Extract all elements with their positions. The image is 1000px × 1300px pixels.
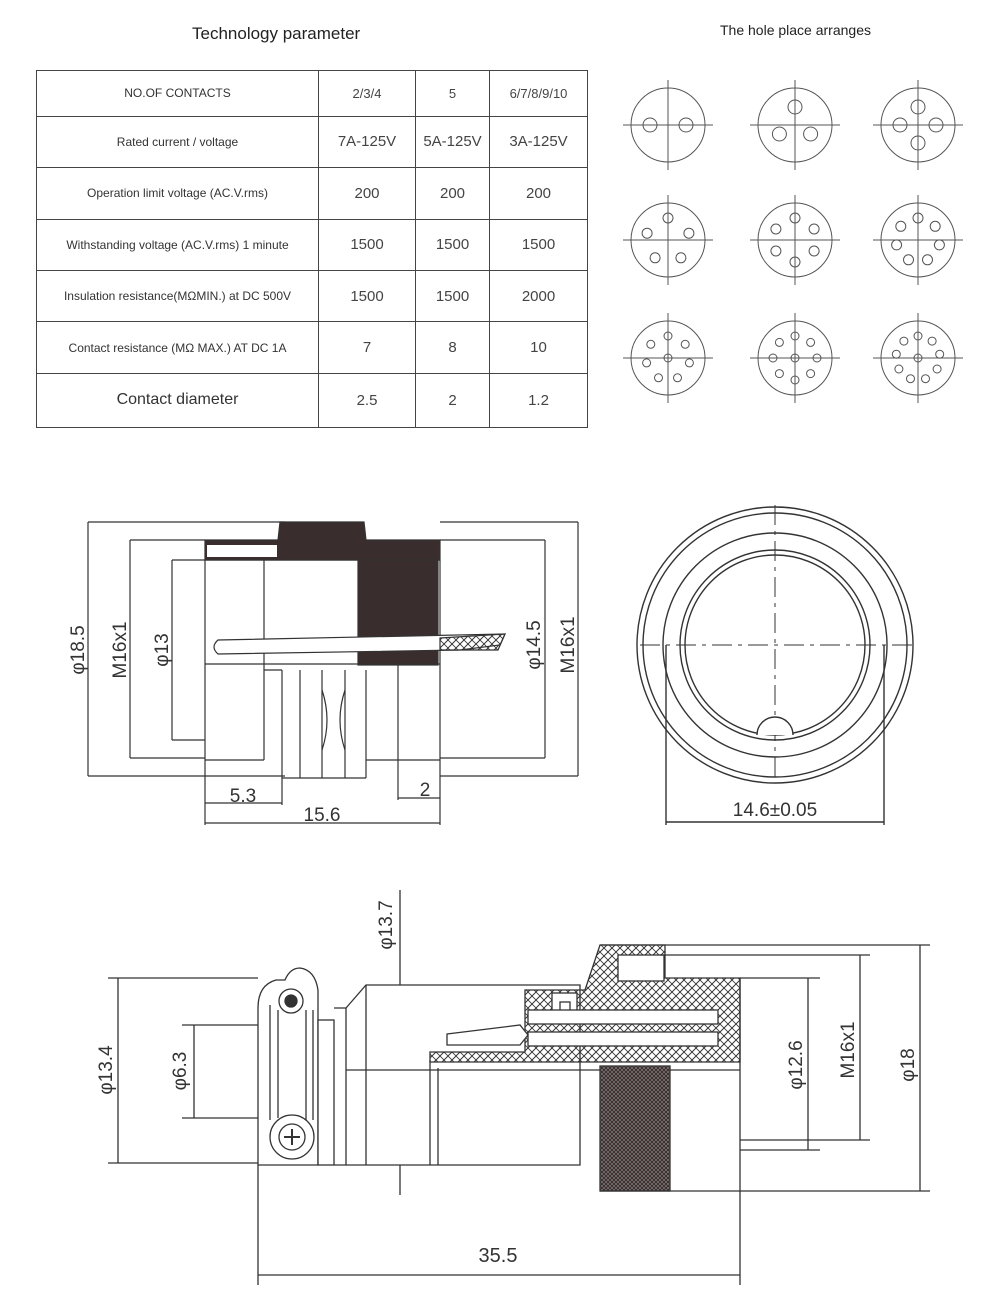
- dim-35-5: 35.5: [478, 1245, 518, 1267]
- dim-phi-14-5: φ14.5: [524, 620, 545, 670]
- hole-layout-4-contacts: [873, 80, 963, 170]
- table-header-cell: 5: [416, 71, 490, 117]
- dim-phi-18: φ18: [898, 1048, 919, 1082]
- table-cell: 8: [416, 322, 490, 373]
- table-title: Technology parameter: [192, 24, 361, 43]
- table-header-cell: NO.OF CONTACTS: [37, 71, 319, 117]
- dim-5-3: 5.3: [229, 786, 257, 807]
- table-cell: 2: [416, 373, 490, 427]
- table-cell: 2000: [490, 270, 588, 321]
- table-cell: 1500: [416, 270, 490, 321]
- table-cell: Operation limit voltage (AC.V.rms): [37, 168, 319, 219]
- table-cell: 1500: [319, 270, 416, 321]
- table-header-cell: 2/3/4: [319, 71, 416, 117]
- dim-m16-left: M16x1: [110, 621, 131, 679]
- dim-phi-13-7: φ13.7: [376, 900, 397, 950]
- table-cell: 2.5: [319, 373, 416, 427]
- socket-front-view: [637, 505, 913, 825]
- table-cell: 1500: [490, 219, 588, 270]
- dim-14-6: 14.6±0.05: [732, 800, 818, 821]
- table-cell: 7: [319, 322, 416, 373]
- dim-phi-6-3: φ6.3: [170, 1051, 191, 1091]
- dim-15-6: 15.6: [303, 805, 341, 826]
- hole-layout-10-contacts: [873, 313, 963, 403]
- dim-m16: M16x1: [838, 1021, 859, 1079]
- hole-arrangement-grid: [623, 80, 963, 403]
- dim-phi-12-6: φ12.6: [786, 1040, 807, 1090]
- hole-layout-2-contacts: [623, 80, 713, 170]
- table-cell: 7A-125V: [319, 116, 416, 167]
- table-cell: 3A-125V: [490, 116, 588, 167]
- table-cell: 200: [319, 168, 416, 219]
- table-cell: 1500: [416, 219, 490, 270]
- table-cell: 10: [490, 322, 588, 373]
- hole-layout-7-contacts: [873, 195, 963, 285]
- dim-m16-right: M16x1: [558, 616, 579, 674]
- dim-phi-13-4: φ13.4: [96, 1045, 117, 1095]
- hole-layout-8-contacts: [623, 313, 713, 403]
- socket-side-view: [88, 522, 578, 825]
- table-cell: Contact resistance (MΩ MAX.) AT DC 1A: [37, 322, 319, 373]
- table-cell: 1500: [319, 219, 416, 270]
- table-cell: 1.2: [490, 373, 588, 427]
- hole-layout-6-contacts: [750, 195, 840, 285]
- table-cell: 200: [490, 168, 588, 219]
- dim-phi-13: φ13: [152, 633, 173, 667]
- table-header-cell: 6/7/8/9/10: [490, 71, 588, 117]
- hole-layout-9-contacts: [750, 313, 840, 403]
- dim-2: 2: [419, 780, 431, 801]
- table-cell: Insulation resistance(MΩMIN.) at DC 500V: [37, 270, 319, 321]
- table-cell: 5A-125V: [416, 116, 490, 167]
- table-cell: Contact diameter: [37, 373, 319, 427]
- hole-layout-3-contacts: [750, 80, 840, 170]
- table-cell: 200: [416, 168, 490, 219]
- table-cell: Rated current / voltage: [37, 116, 319, 167]
- dim-phi-18-5: φ18.5: [68, 625, 89, 675]
- holes-title: The hole place arranges: [720, 22, 871, 38]
- hole-layout-5-contacts: [623, 195, 713, 285]
- table-cell: Withstanding voltage (AC.V.rms) 1 minute: [37, 219, 319, 270]
